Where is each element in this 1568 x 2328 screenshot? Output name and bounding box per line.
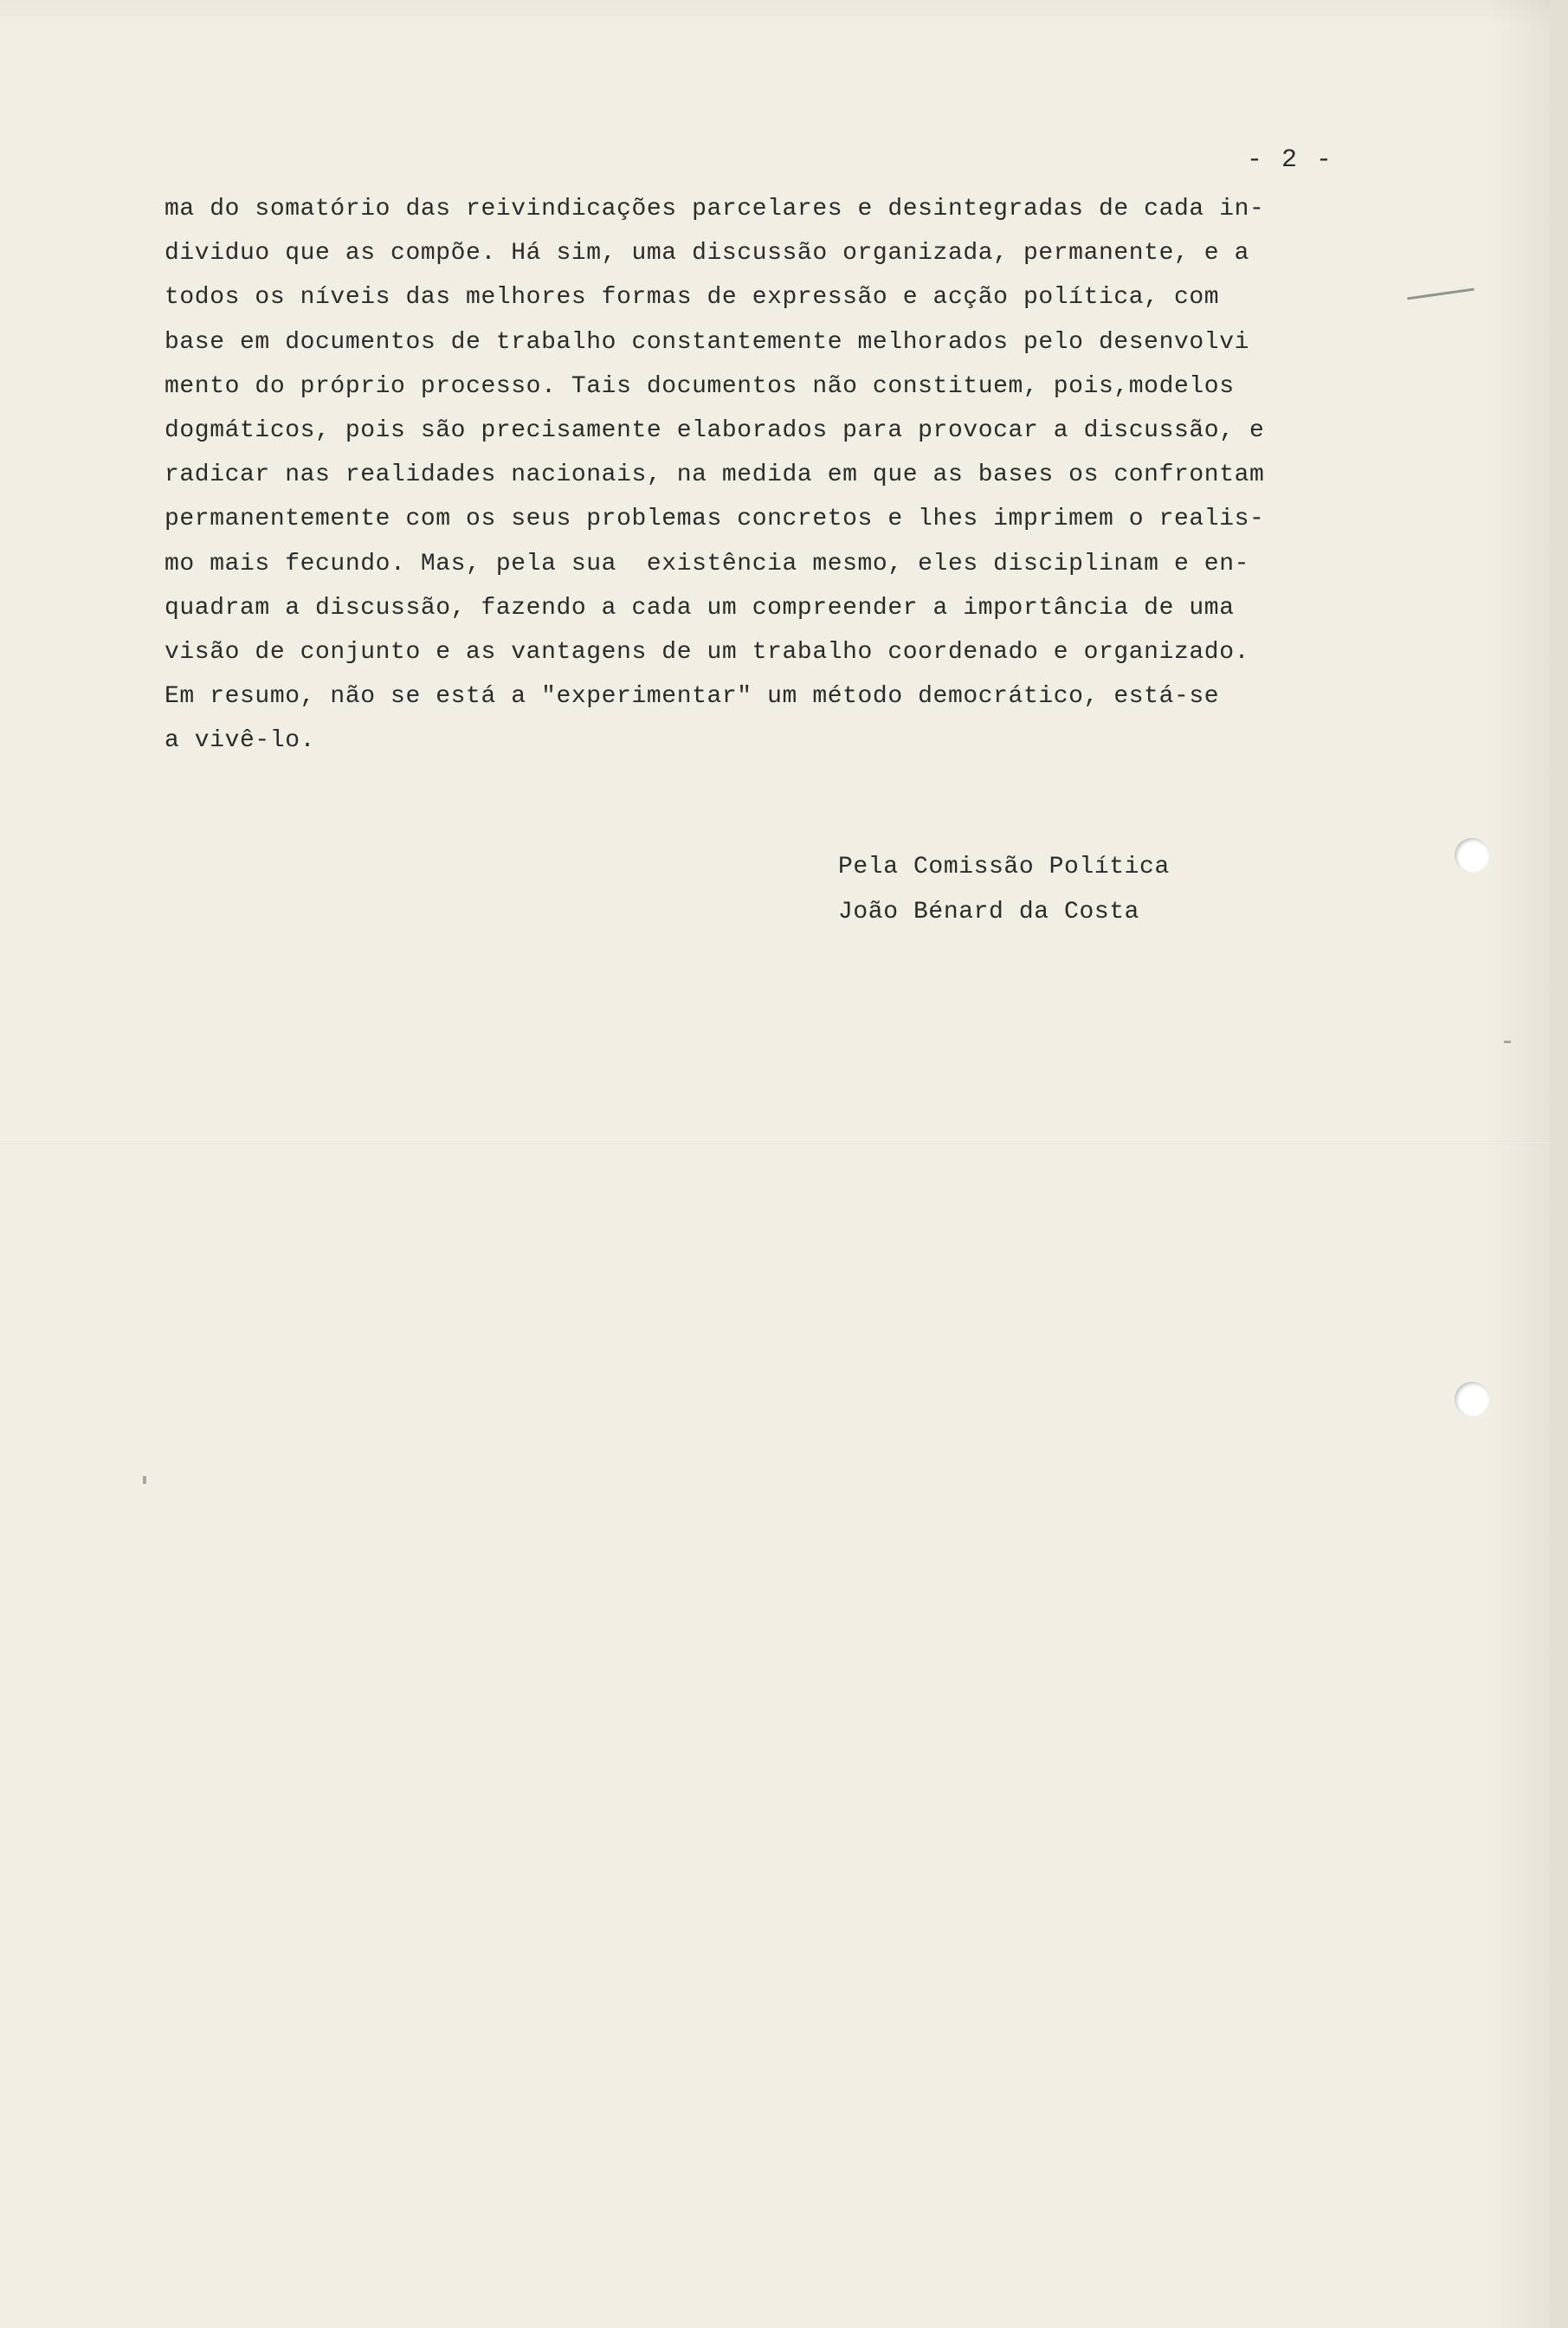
body-line: permanentemente com os seus problemas concretos e lhes imprimem o realis-: [165, 506, 1265, 533]
page-number: - 2 -: [1247, 145, 1334, 175]
ink-speck: [1504, 1041, 1511, 1043]
ink-speck: [143, 1476, 146, 1484]
body-line: ma do somatório das reivindicações parcelares e desintegradas de cada in-: [165, 196, 1265, 222]
paper-edge-shadow: [1550, 0, 1568, 2328]
signature-committee: Pela Comissão Política: [838, 854, 1170, 880]
body-line: todos os níveis das melhores formas de expressão e acção política, com: [165, 284, 1220, 312]
body-line: Em resumo, não se está a "experimentar" um método democrático, está-se: [165, 683, 1220, 711]
body-line: dogmáticos, pois são precisamente elaborados para provocar a discussão, e: [165, 416, 1265, 444]
punch-hole: [1455, 1382, 1489, 1416]
body-line: mento do próprio processo. Tais documentos não constituem, pois,modelos: [165, 372, 1235, 400]
body-line: dividuo que as compõe. Há sim, uma discussão organizada, permanente, e a: [165, 240, 1249, 268]
signature-block: [838, 845, 1170, 935]
body-line: quadram a discussão, fazendo a cada um compreender a importância de uma: [165, 594, 1235, 622]
paper-fold-line: [0, 1141, 1550, 1144]
body-line: radicar nas realidades nacionais, na medida em que as bases os confrontam: [165, 461, 1265, 489]
pencil-mark: [1407, 288, 1474, 300]
body-line: a vivê-lo.: [165, 727, 316, 755]
body-line: base em documentos de trabalho constantemente melhorados pelo desenvolvi: [165, 328, 1249, 356]
punch-hole: [1455, 838, 1489, 873]
body-line: visão de conjunto e as vantagens de um trabalho coordenado e organizado.: [165, 638, 1249, 666]
signature-name: João Bénard da Costa: [838, 899, 1140, 925]
body-line: mo mais fecundo. Mas, pela sua existência mesmo, eles disciplinam e en-: [165, 550, 1249, 577]
body-text: [165, 187, 1411, 763]
